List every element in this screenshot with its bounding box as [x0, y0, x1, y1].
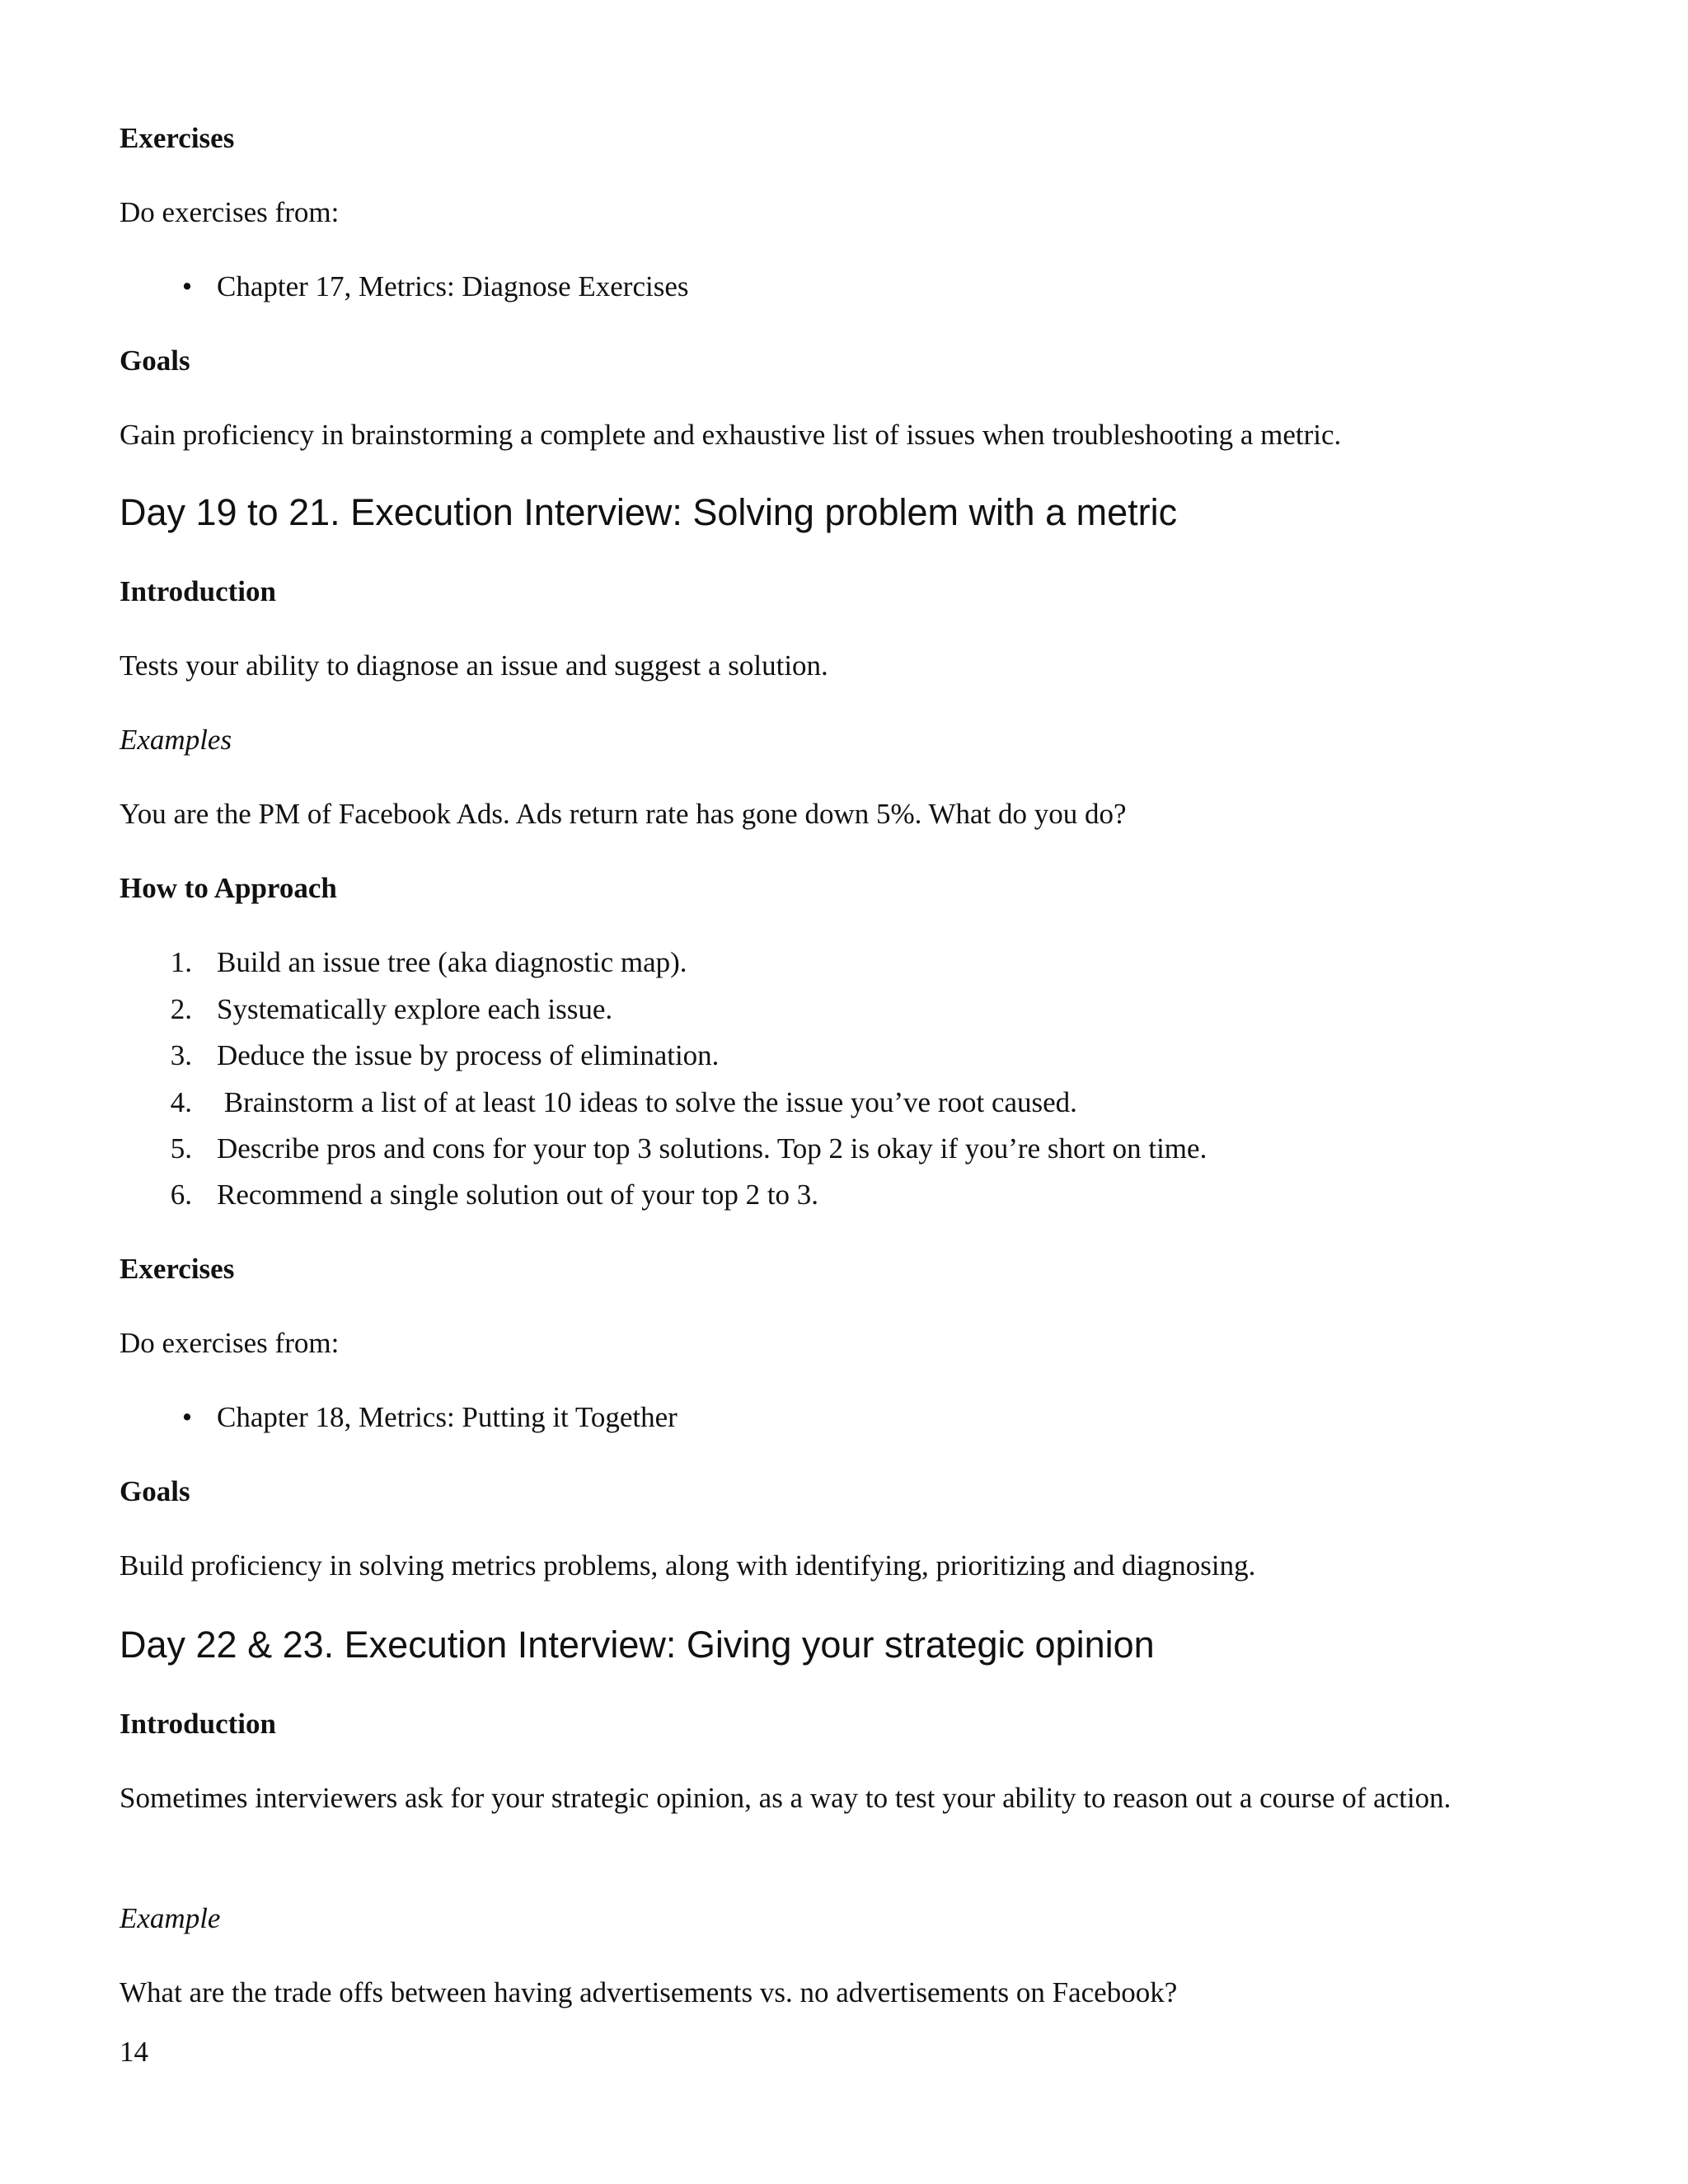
list-number: 3. — [170, 1039, 192, 1071]
goals-heading: Goals — [120, 1475, 190, 1507]
introduction-text: Tests your ability to diagnose an issue and suggest a solution. — [120, 649, 828, 682]
introduction-heading: Introduction — [120, 575, 276, 607]
exercises-heading: Exercises — [120, 122, 235, 154]
goals-heading: Goals — [120, 344, 190, 377]
list-text: Brainstorm a list of at least 10 ideas to solve the issue you’ve root caused. — [217, 1086, 1077, 1118]
section-title: Day 19 to 21. Execution Interview: Solving problem with a metric — [120, 491, 1178, 533]
exercises-intro: Do exercises from: — [120, 196, 340, 228]
list-number: 1. — [170, 946, 192, 978]
list-number: 6. — [170, 1179, 192, 1211]
bullet-text: Chapter 17, Metrics: Diagnose Exercises — [217, 270, 689, 302]
goals-text: Gain proficiency in brainstorming a complete and exhaustive list of issues when troubleshooting a metric. — [120, 419, 1342, 451]
list-number: 2. — [170, 993, 192, 1025]
introduction-heading: Introduction — [120, 1708, 276, 1740]
list-text: Describe pros and cons for your top 3 solutions. Top 2 is okay if you’re short on time. — [217, 1132, 1207, 1165]
list-text: Systematically explore each issue. — [217, 993, 613, 1025]
exercises-intro: Do exercises from: — [120, 1327, 340, 1359]
page-number: 14 — [120, 2036, 148, 2068]
section-title: Day 22 & 23. Execution Interview: Giving your strategic opinion — [120, 1624, 1155, 1666]
bullet-icon: • — [181, 1401, 193, 1433]
examples-text: You are the PM of Facebook Ads. Ads return rate has gone down 5%. What do you do? — [120, 798, 1127, 830]
list-number: 4. — [170, 1086, 192, 1118]
list-number: 5. — [170, 1132, 192, 1165]
list-text: Recommend a single solution out of your top 2 to 3. — [217, 1179, 819, 1211]
introduction-text: Sometimes interviewers ask for your strategic opinion, as a way to test your ability to reason out a course of action. — [120, 1782, 1451, 1814]
approach-heading: How to Approach — [120, 872, 337, 904]
example-text: What are the trade offs between having advertisements vs. no advertisements on Facebook? — [120, 1976, 1178, 2008]
examples-heading: Examples — [120, 724, 232, 756]
bullet-icon: • — [181, 270, 193, 302]
list-text: Deduce the issue by process of elimination. — [217, 1039, 720, 1071]
list-text: Build an issue tree (aka diagnostic map). — [217, 946, 687, 978]
bullet-text: Chapter 18, Metrics: Putting it Together — [217, 1401, 678, 1433]
example-heading: Example — [120, 1902, 221, 1934]
goals-text: Build proficiency in solving metrics problems, along with identifying, prioritizing and diagnosing. — [120, 1549, 1256, 1582]
exercises-heading: Exercises — [120, 1253, 235, 1285]
